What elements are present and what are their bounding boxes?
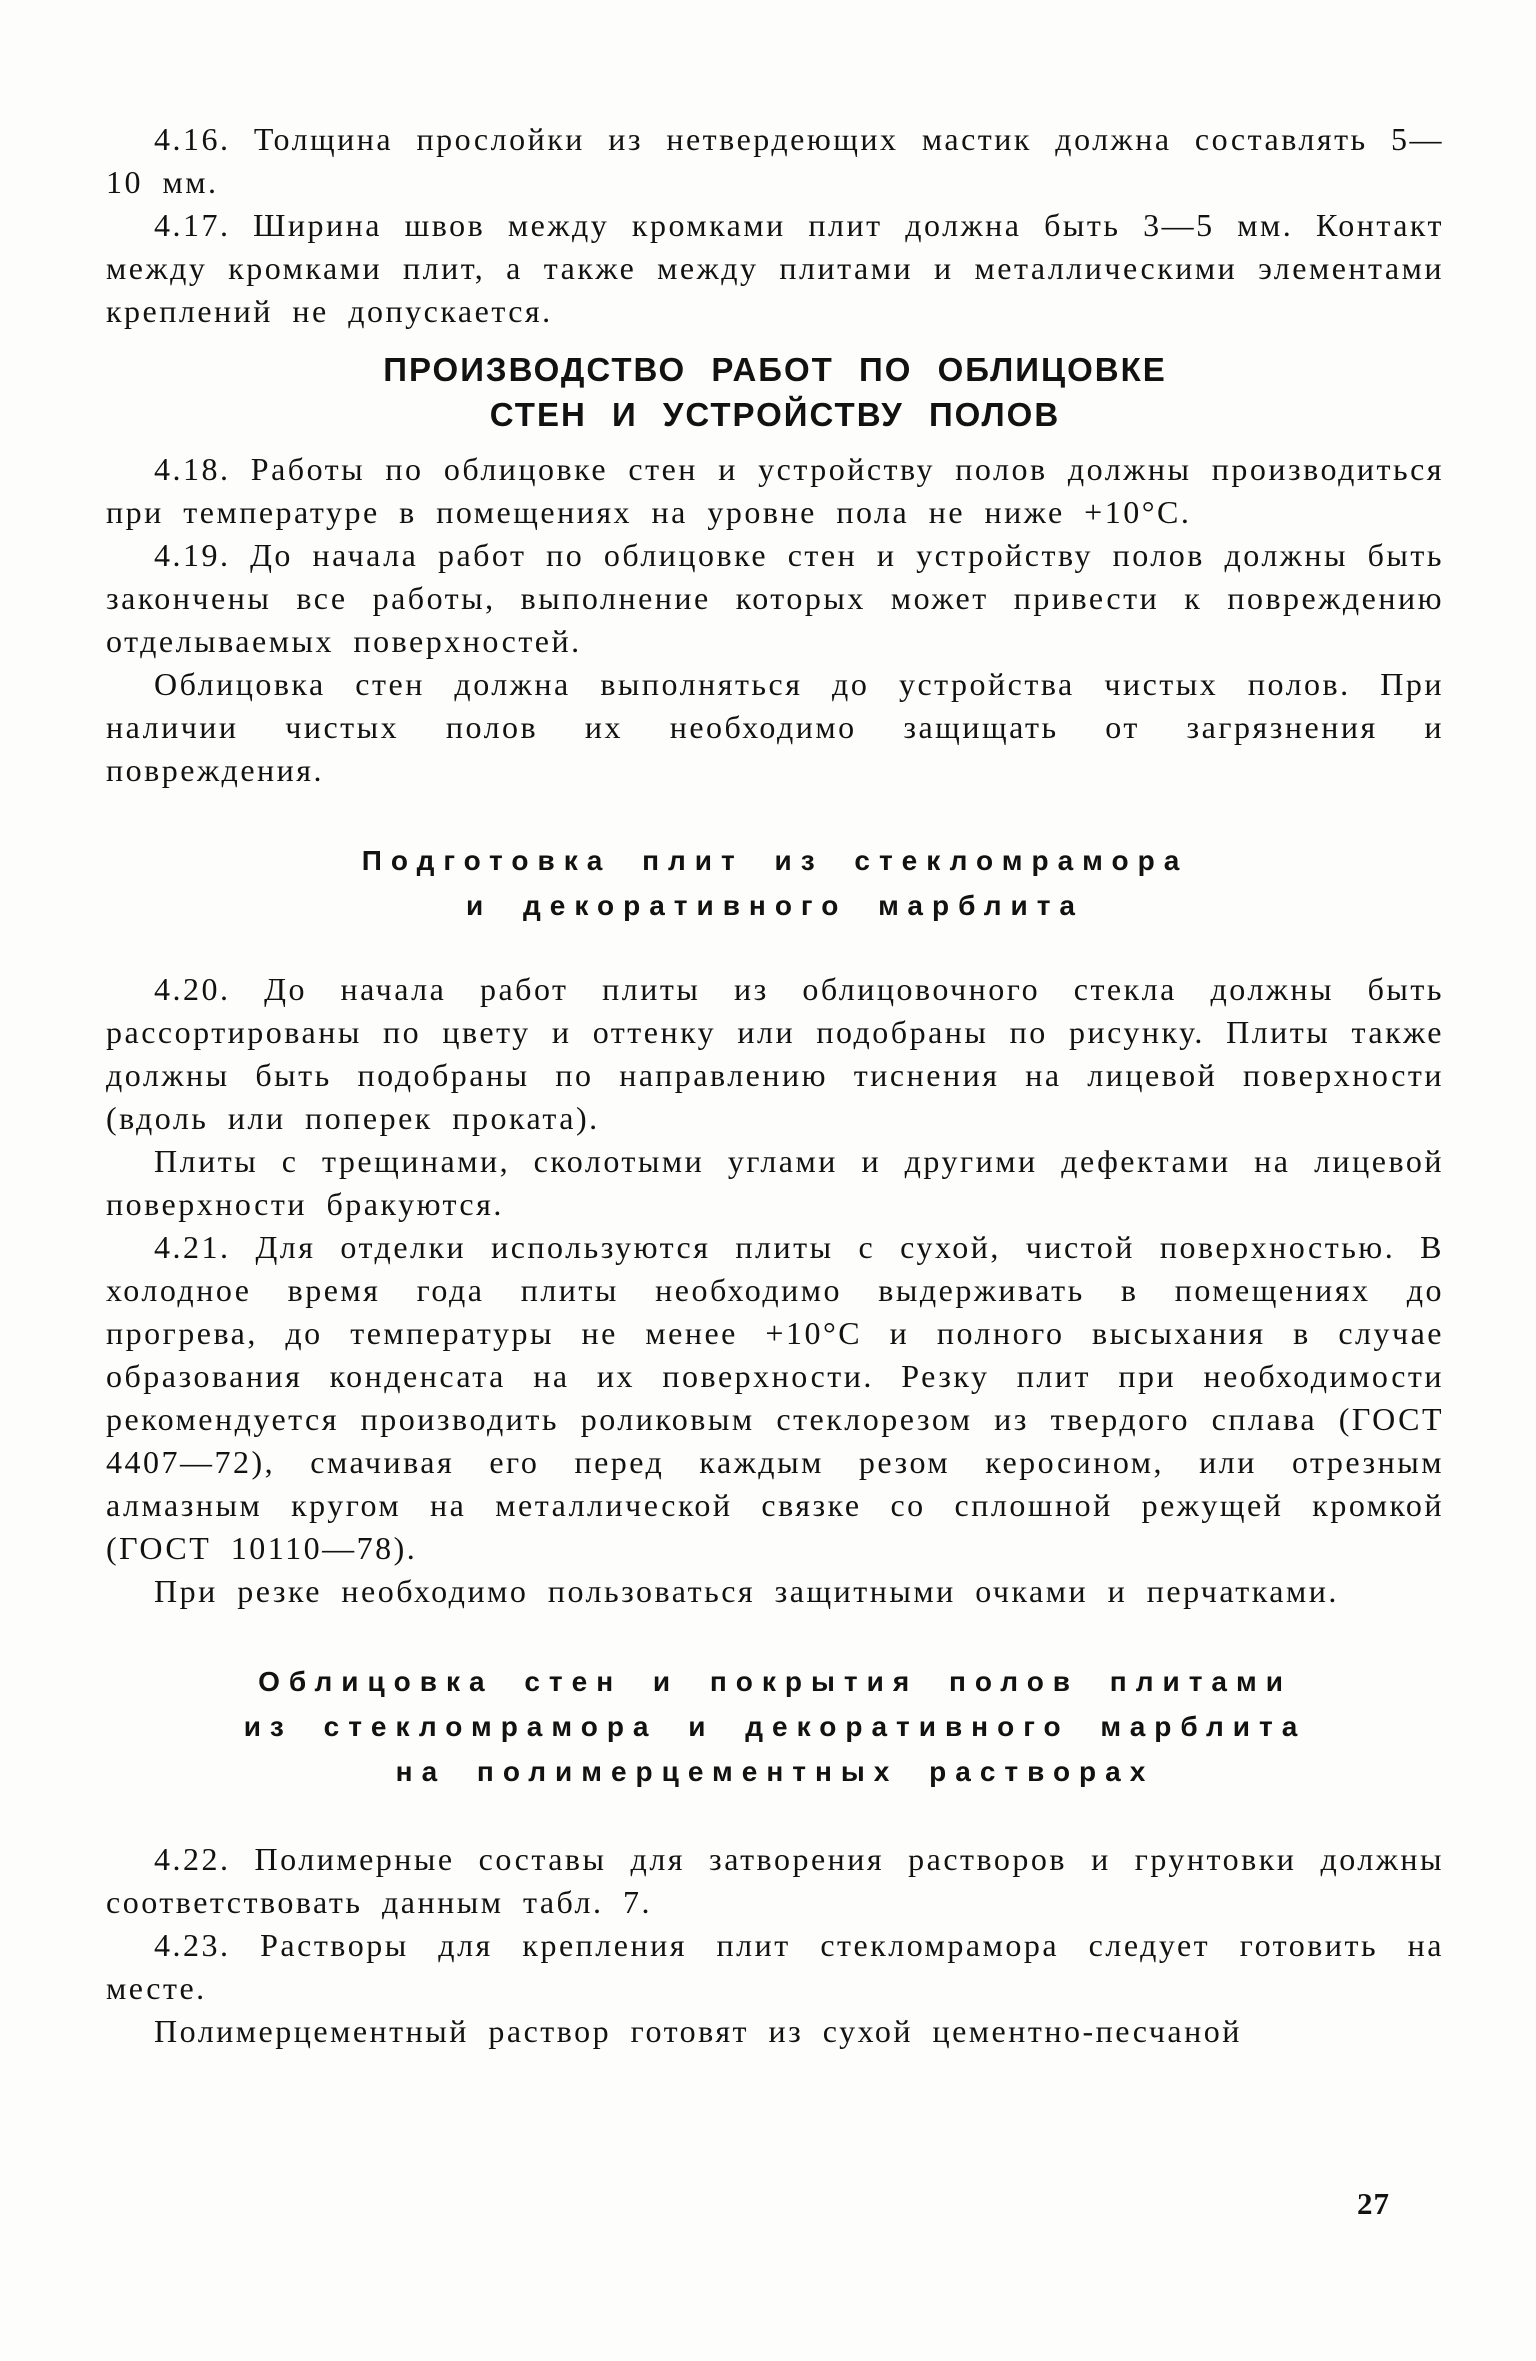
section-heading-production-works <box>106 347 1444 437</box>
subsection-cladding-line-2: из стекломрамора и декоративного марблита <box>243 1711 1307 1742</box>
subsection-cladding-line-3: на полимерцементных растворах <box>395 1756 1155 1787</box>
clause-4-22: 4.22. Полимерные составы для затворения растворов и грунтовки должны соответствовать данным табл. 7. <box>106 1841 1444 1920</box>
clause-4-23-continuation: Полимерцементный раствор готовят из сухой цементно-песчаной <box>154 2013 1242 2049</box>
subsection-heading-plate-preparation <box>106 838 1444 928</box>
clause-4-18: 4.18. Работы по облицовке стен и устройству полов должны производиться при температуре в помещениях на уровне пола не ниже +10°С. <box>106 451 1444 530</box>
clause-4-16: 4.16. Толщина прослойки из нетвердеющих мастик должна составлять 5—10 мм. <box>106 121 1444 200</box>
subsection-heading-wall-cladding <box>106 1659 1444 1794</box>
clause-4-21: 4.21. Для отделки используются плиты с сухой, чистой поверхностью. В холодное время года плиты необходимо выдерживать в помещениях до прогрева, до температуры не менее +10°С и полного высыхания в случае образования конденсата на их поверхности. Резку плит при необходимости рекомендуется производить роликовым стеклорезом из твердого сплава (ГОСТ 4407—72), смачивая его перед каждым резом керосином, или отрезным алмазным кругом на металлической связке со сплошной режущей кромкой (ГОСТ 10110—78). <box>106 1229 1444 1566</box>
section-heading-line-2: СТЕН И УСТРОЙСТВУ ПОЛОВ <box>489 396 1061 433</box>
clause-4-23: 4.23. Растворы для крепления плит стекломрамора следует готовить на месте. <box>106 1927 1444 2006</box>
page-number: 27 <box>1357 2186 1390 2221</box>
section-heading-line-1: ПРОИЗВОДСТВО РАБОТ ПО ОБЛИЦОВКЕ <box>383 351 1167 388</box>
clause-4-19: 4.19. До начала работ по облицовке стен и устройству полов должны быть закончены все работы, выполнение которых может привести к повреждению отделываемых поверхностей. <box>106 537 1444 659</box>
subsection-cladding-line-1: Облицовка стен и покрытия полов плитами <box>258 1666 1292 1697</box>
subsection-preparation-line-1: Подготовка плит из стекломрамора <box>361 845 1189 876</box>
clause-4-19-continuation: Облицовка стен должна выполняться до устройства чистых полов. При наличии чистых полов их необходимо защищать от загрязнения и повреждения. <box>106 666 1444 788</box>
text-block <box>106 118 1444 2053</box>
clause-4-20-continuation: Плиты с трещинами, сколотыми углами и другими дефектами на лицевой поверхности бракуются. <box>106 1143 1444 1222</box>
subsection-preparation-line-2: и декоративного марблита <box>466 890 1084 921</box>
clause-4-17: 4.17. Ширина швов между кромками плит должна быть 3—5 мм. Контакт между кромками плит, а также между плитами и металлическими элементами креплений не допускается. <box>106 207 1444 329</box>
clause-4-20: 4.20. До начала работ плиты из облицовочного стекла должны быть рассортированы по цвету и оттенку или подобраны по рисунку. Плиты также должны быть подобраны по направлению тиснения на лицевой поверхности (вдоль или поперек проката). <box>106 971 1444 1136</box>
clause-4-21-continuation: При резке необходимо пользоваться защитными очками и перчатками. <box>154 1573 1339 1609</box>
